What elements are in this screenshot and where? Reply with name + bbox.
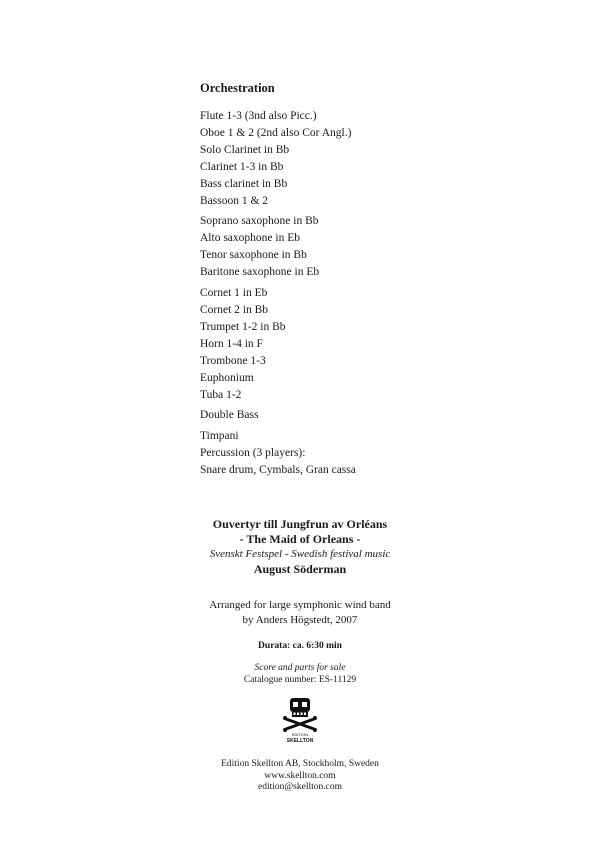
brass-group <box>200 285 500 403</box>
instrument-item: Bass clarinet in Bb <box>200 177 288 190</box>
durata-block <box>0 640 600 653</box>
strings-group <box>200 407 500 424</box>
instrument-item: Euphonium <box>200 371 254 384</box>
instrument-item: Soprano saxophone in Bb <box>200 215 319 228</box>
work-subtitle: - The Maid of Orleans - <box>239 532 361 546</box>
instrument-item: Snare drum, Cymbals, Gran cassa <box>200 464 356 477</box>
composer-name: August Söderman <box>253 562 347 576</box>
work-title: Ouvertyr till Jungfrun av Orléans <box>212 517 388 531</box>
instrument-item: Horn 1-4 in F <box>200 337 263 350</box>
sale-note: Score and parts for sale <box>254 663 346 673</box>
instrument-item: Trombone 1-3 <box>200 354 266 367</box>
instrument-item: Cornet 1 in Eb <box>200 287 268 300</box>
instrument-item: Alto saxophone in Eb <box>200 232 300 245</box>
logo-bottom-text: SKELLTON <box>286 738 314 743</box>
arranger-line: by Anders Högstedt, 2007 <box>242 613 358 626</box>
arrangement-line: Arranged for large symphonic wind band <box>209 599 391 611</box>
percussion-group <box>200 428 500 479</box>
instrument-item: Percussion (3 players): <box>200 447 306 460</box>
woodwinds-group <box>200 108 500 209</box>
instrument-item: Solo Clarinet in Bb <box>200 143 290 156</box>
instrument-item: Timpani <box>200 430 239 443</box>
instrument-item: Trumpet 1-2 in Bb <box>200 320 286 333</box>
publisher-email: edition@skellton.com <box>258 782 342 792</box>
arrangement-block <box>0 598 600 627</box>
instrument-item: Tuba 1-2 <box>200 388 242 401</box>
instrument-item: Clarinet 1-3 in Bb <box>200 160 284 173</box>
instrument-item: Baritone saxophone in Eb <box>200 266 320 279</box>
work-description: Svenskt Festspel - Swedish festival music <box>209 548 391 560</box>
catalogue-number: Catalogue number: ES-11129 <box>243 675 357 685</box>
publisher-block <box>0 759 600 794</box>
work-title-block <box>0 517 600 577</box>
durata-text: Durata: ca. 6:30 min <box>258 641 342 651</box>
logo-top-text: EDITION <box>291 732 309 737</box>
instrument-item: Tenor saxophone in Bb <box>200 249 307 262</box>
instrument-item: Bassoon 1 & 2 <box>200 194 269 207</box>
publisher-website: www.skellton.com <box>264 770 336 781</box>
orchestration-section <box>200 80 500 483</box>
instrument-item: Oboe 1 & 2 (2nd also Cor Angl.) <box>200 126 352 139</box>
orchestration-title: Orchestration <box>200 81 275 95</box>
skull-crossbones-icon <box>280 697 320 743</box>
instrument-item: Flute 1-3 (3nd also Picc.) <box>200 110 317 122</box>
sale-block <box>0 662 600 686</box>
instrument-item: Cornet 2 in Bb <box>200 303 269 316</box>
saxophones-group <box>200 213 500 281</box>
instrument-item: Double Bass <box>200 409 259 422</box>
publisher-address: Edition Skellton AB, Stockholm, Sweden <box>221 759 379 769</box>
